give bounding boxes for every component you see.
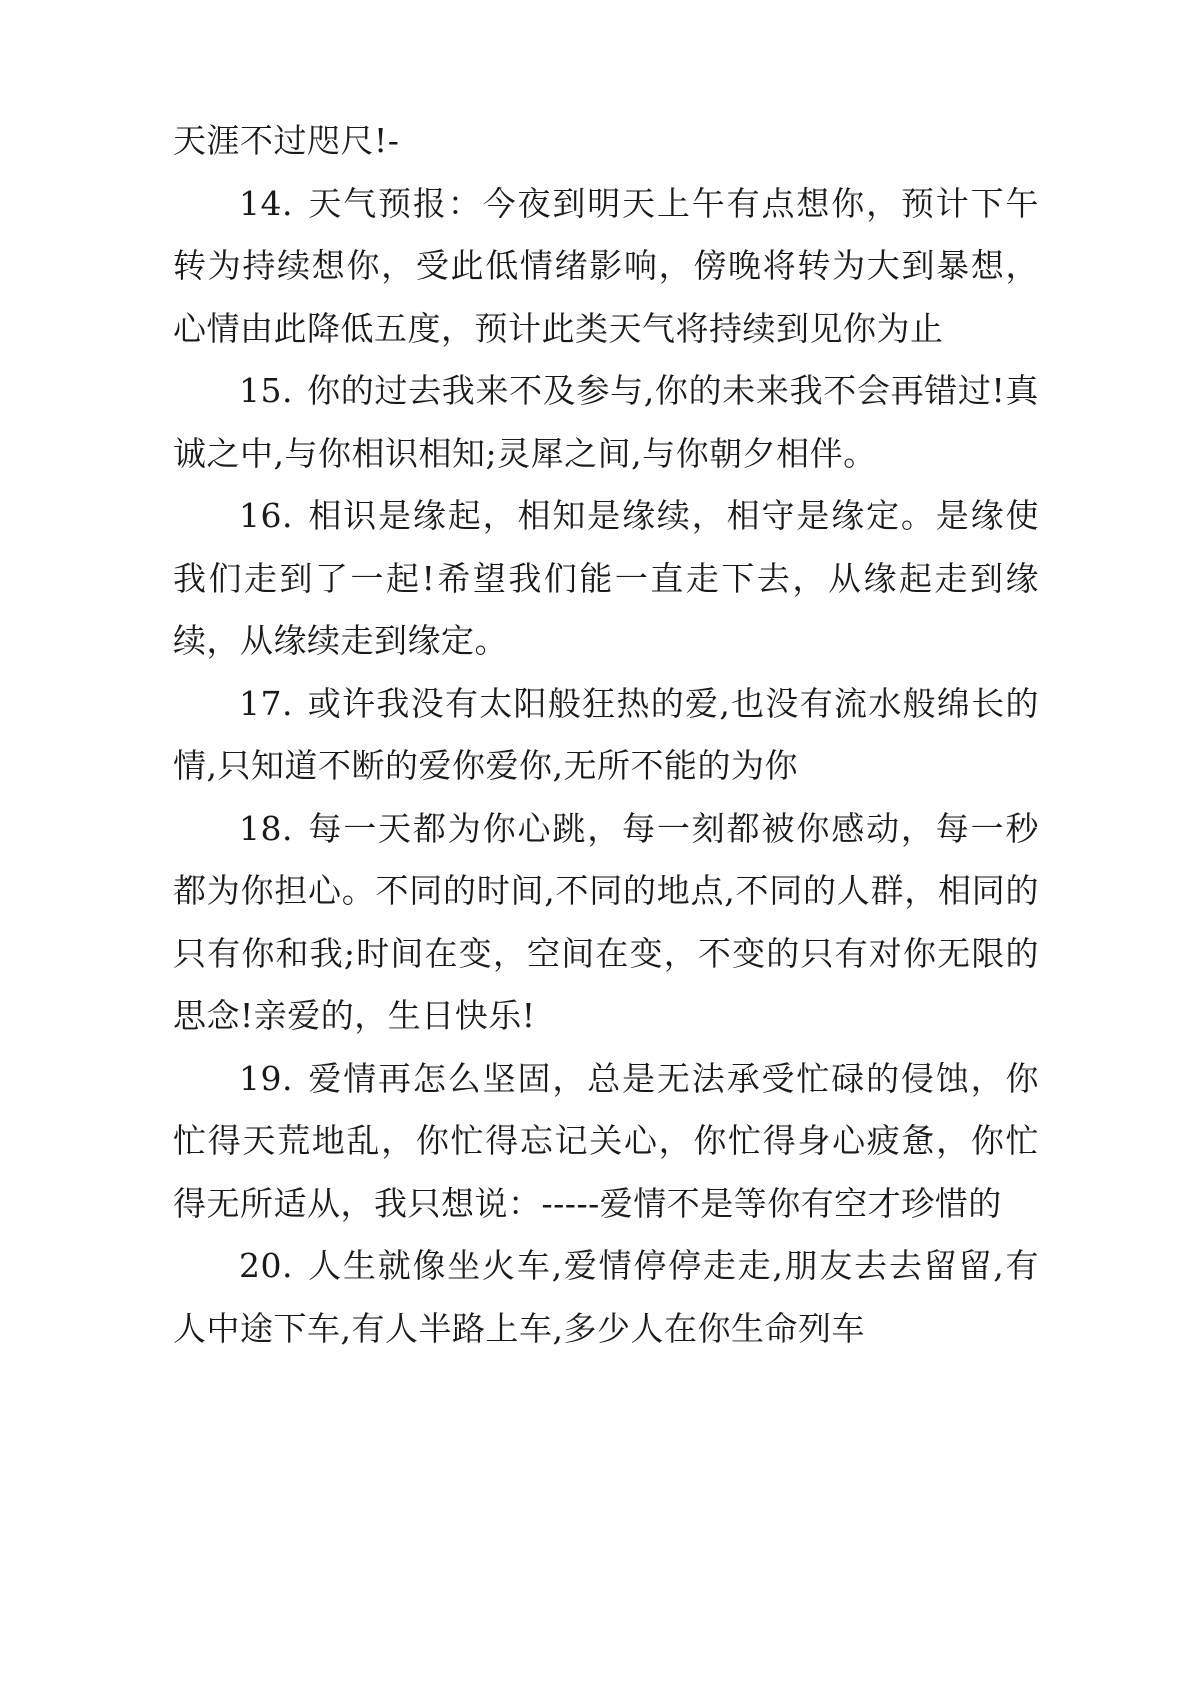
paragraph-number: 19.	[239, 1058, 293, 1098]
paragraph-number: 18.	[239, 808, 293, 848]
paragraph-text: 天气预报：今夜到明天上午有点想你，预计下午转为持续想你，受此低情绪影响，傍晚将转为大到暴想，心情由此降低五度，预计此类天气将持续到见你为止	[173, 183, 1039, 348]
paragraph-20	[173, 1235, 1039, 1360]
paragraph-text: 你的过去我来不及参与,你的未来我不会再错过!真诚之中,与你相识相知;灵犀之间,与你朝夕相伴。	[173, 371, 1039, 473]
paragraph-text: 每一天都为你心跳，每一刻都被你感动，每一秒都为你担心。不同的时间,不同的地点,不同的人群，相同的只有你和我;时间在变，空间在变，不变的只有对你无限的思念!亲爱的，生日快乐!	[173, 808, 1039, 1035]
paragraph-text: 爱情再怎么坚固，总是无法承受忙碌的侵蚀，你忙得天荒地乱，你忙得忘记关心，你忙得身心疲惫，你忙得无所适从，我只想说：-----爱情不是等你有空才珍惜的	[173, 1058, 1039, 1223]
paragraph-16	[173, 485, 1039, 673]
paragraph-text: 或许我没有太阳般狂热的爱,也没有流水般绵长的情,只知道不断的爱你爱你,无所不能的为你	[173, 683, 1039, 785]
document-body	[173, 110, 1039, 1360]
paragraph-17	[173, 673, 1039, 798]
paragraph-14	[173, 173, 1039, 361]
paragraph-number: 14.	[239, 183, 293, 223]
paragraph-number: 15.	[239, 371, 293, 410]
paragraph-number: 20.	[239, 1246, 293, 1285]
paragraph-text: 天涯不过咫尺!-	[173, 121, 400, 160]
paragraph-number: 17.	[239, 683, 293, 723]
paragraph-19	[173, 1048, 1039, 1236]
paragraph-continuation	[173, 110, 1039, 173]
paragraph-15	[173, 360, 1039, 485]
paragraph-text: 人生就像坐火车,爱情停停走走,朋友去去留留,有人中途下车,有人半路上车,多少人在你生命列车	[173, 1246, 1039, 1348]
paragraph-text: 相识是缘起，相知是缘续，相守是缘定。是缘使我们走到了一起!希望我们能一直走下去，从缘起走到缘续，从缘续走到缘定。	[173, 496, 1039, 660]
paragraph-18	[173, 798, 1039, 1048]
paragraph-number: 16.	[239, 496, 293, 535]
